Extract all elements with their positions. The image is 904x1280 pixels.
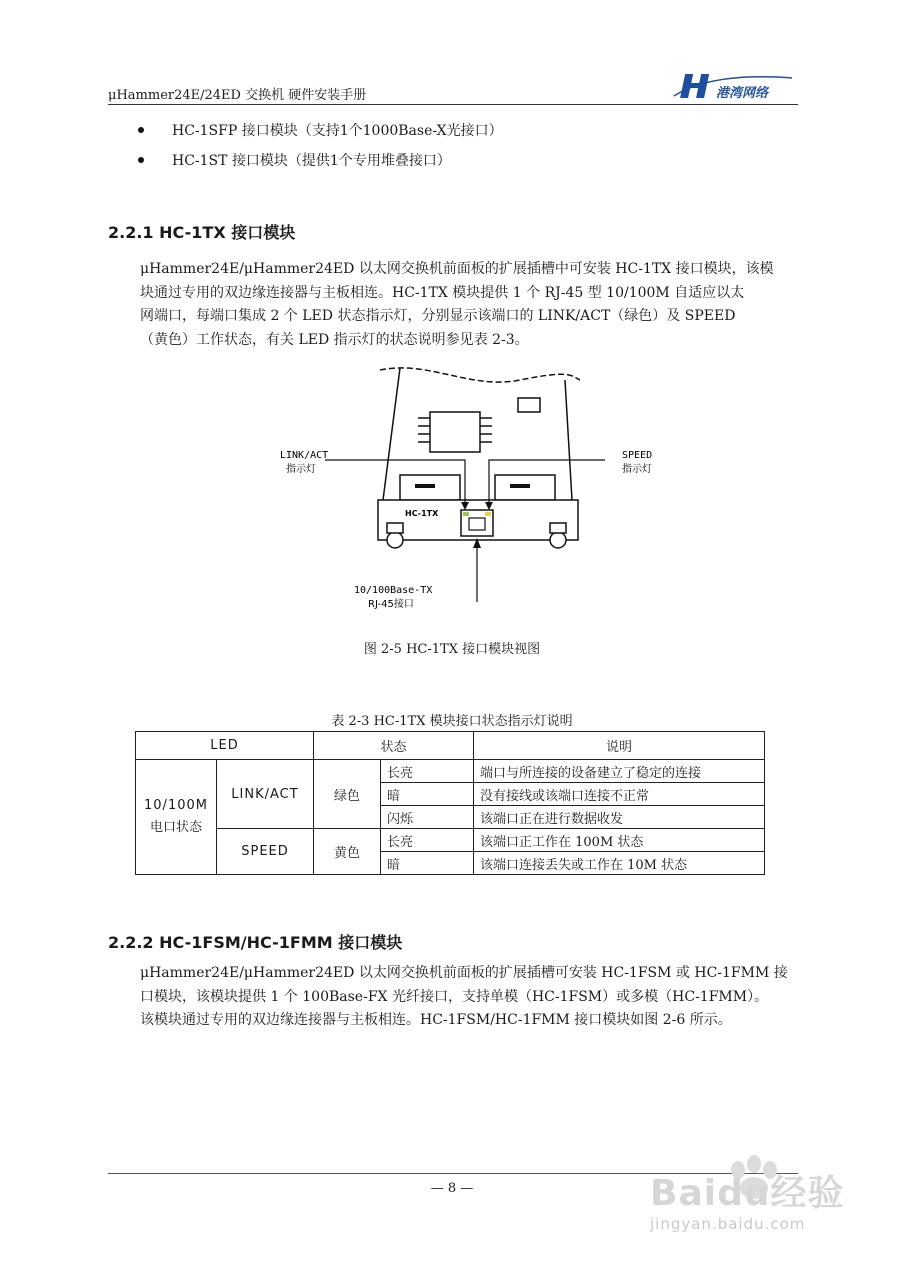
group-cell — [136, 760, 217, 875]
state: 暗 — [381, 783, 474, 806]
port-label: 10/100Base-TX — [354, 585, 433, 596]
led-name: SPEED — [217, 829, 314, 875]
header-rule — [108, 104, 798, 105]
state: 长亮 — [381, 829, 474, 852]
table-row — [136, 760, 765, 783]
group-label: 10/100M — [144, 798, 208, 813]
paragraph-line: 网端口，每端口集成 2 个 LED 状态指示灯，分别显示该端口的 LINK/ACT（绿色）及 SPEED — [140, 308, 736, 324]
section2-paragraph — [140, 962, 800, 1033]
speed-label: SPEED — [622, 450, 653, 461]
section-heading-222: 2.2.2 HC-1FSM/HC-1FMM 接口模块 — [108, 933, 403, 952]
description: 该端口正在进行数据收发 — [474, 806, 765, 829]
header-led: LED — [136, 732, 314, 760]
page-number: — 8 — — [430, 1181, 474, 1196]
module-label: HC-1TX — [405, 509, 439, 518]
description: 该端口连接丢失或工作在 10M 状态 — [474, 852, 765, 875]
table-header-row — [136, 732, 765, 760]
paragraph-line: （黄色）工作状态，有关 LED 指示灯的状态说明参见表 2-3。 — [140, 331, 529, 348]
state: 闪烁 — [381, 806, 474, 829]
header-status: 状态 — [314, 732, 474, 760]
table-caption: 表 2-3 HC-1TX 模块接口状态指示灯说明 — [331, 714, 573, 729]
section1-paragraph — [140, 258, 800, 352]
paragraph-line: 该模块通过专用的双边缘连接器与主板相连。HC-1FSM/HC-1FMM 接口模块如图 2-6 所示。 — [140, 1012, 732, 1028]
link-act-label: LINK/ACT — [280, 450, 329, 461]
table-row — [136, 829, 765, 852]
bullet-icon — [138, 157, 144, 163]
bullet-text: HC-1ST 接口模块（提供1个专用堆叠接口） — [172, 153, 451, 169]
logo-text: 港湾网络 — [716, 86, 769, 101]
section-heading-221: 2.2.1 HC-1TX 接口模块 — [108, 223, 296, 242]
description: 该端口正工作在 100M 状态 — [474, 829, 765, 852]
watermark-url: jingyan.baidu.com — [650, 1215, 806, 1233]
state: 暗 — [381, 852, 474, 875]
hc-1tx-module-diagram — [250, 360, 670, 620]
paragraph-line: μHammer24E/μHammer24ED 以太网交换机前面板的扩展插槽可安装 HC-1FSM 或 HC-1FMM 接 — [140, 965, 788, 981]
port-sub-label: RJ-45接口 — [368, 599, 414, 610]
speed-sub-label: 指示灯 — [622, 464, 652, 475]
header-title: μHammer24E/24ED 交换机 硬件安装手册 — [108, 88, 367, 103]
watermark-brand: Baidu经验 — [650, 1173, 845, 1214]
state: 长亮 — [381, 760, 474, 783]
led-name: LINK/ACT — [217, 760, 314, 829]
paragraph-line: 口模块，该模块提供 1 个 100Base-FX 光纤接口，支持单模（HC-1FSM）或多模（HC-1FMM）。 — [140, 988, 769, 1005]
link-act-sub-label: 指示灯 — [286, 464, 316, 475]
paragraph-line: 块通过专用的双边缘连接器与主板相连。HC-1TX 模块提供 1 个 RJ-45 型 10/100M 自适应以太 — [140, 284, 745, 301]
led-color: 黄色 — [314, 829, 381, 875]
led-status-table — [135, 731, 765, 875]
bullet-icon — [138, 127, 144, 133]
led-color: 绿色 — [314, 760, 381, 829]
list-item — [138, 120, 503, 140]
list-item — [138, 150, 451, 170]
group-sub-label: 电口状态 — [149, 820, 202, 835]
bullet-text: HC-1SFP 接口模块（支持1个1000Base-X光接口） — [172, 123, 503, 139]
figure-caption: 图 2-5 HC-1TX 接口模块视图 — [363, 642, 541, 657]
description: 端口与所连接的设备建立了稳定的连接 — [474, 760, 765, 783]
paragraph-line: μHammer24E/μHammer24ED 以太网交换机前面板的扩展插槽中可安装 HC-1TX 接口模块，该模 — [140, 261, 774, 277]
description: 没有接线或该端口连接不正常 — [474, 783, 765, 806]
header-description: 说明 — [474, 732, 765, 760]
